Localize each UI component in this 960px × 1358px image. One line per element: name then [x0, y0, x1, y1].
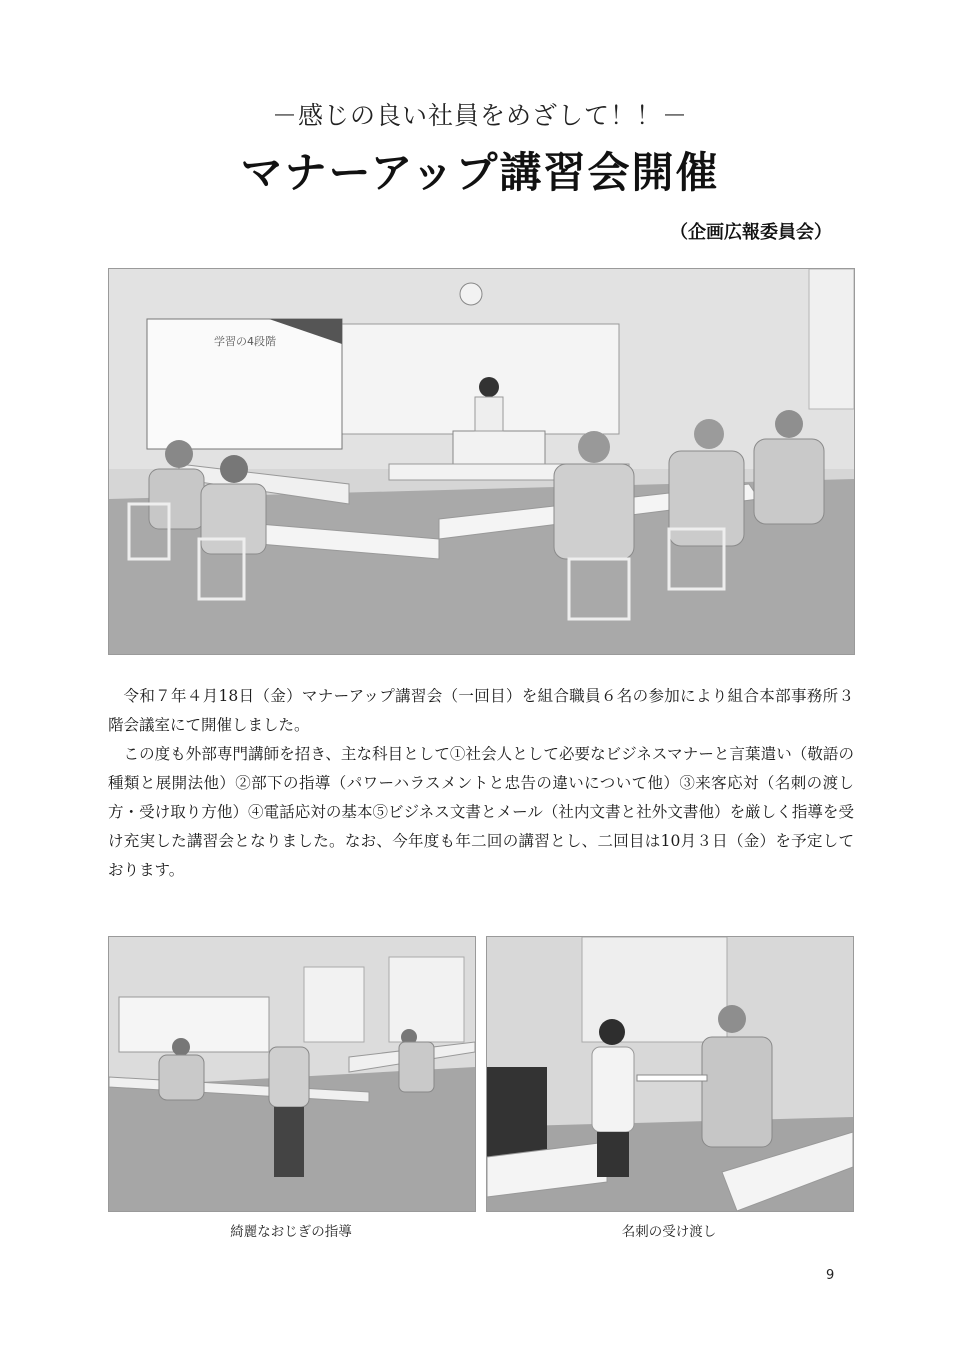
article-author: （企画広報委員会） — [670, 222, 832, 243]
seminar-photo — [108, 268, 855, 655]
caption-bowing: 綺麗なおじぎの指導 — [230, 1224, 352, 1240]
article-title: マナーアップ講習会開催 — [240, 148, 720, 197]
business-card-photo — [486, 936, 854, 1212]
screen-text: 学習の4段階 — [214, 335, 276, 348]
body-paragraph: この度も外部専門講師を招き、主な科目として①社会人として必要なビジネスマナーと言葉遣い（敬語の種類と展開法他）②部下の指導（パワーハラスメントと忠告の違いについて他）③来客応対（名刺の渡し方・受け取り方他）④電話応対の基本⑤ビジネス文書とメール（社内文書と社外文書他）を厳しく指導を受け充実した講習会となりました。なお、今年度も年二回の講習とし、二回目は10月３日（金）を予定しております。 — [108, 745, 854, 879]
seminar-photo-image — [109, 269, 854, 654]
page-number: 9 — [826, 1268, 835, 1283]
caption-business-card: 名刺の受け渡し — [621, 1224, 717, 1240]
article-subtitle: －感じの良い社員をめざして！！－ — [271, 101, 688, 130]
bowing-photo — [108, 936, 476, 1212]
body-paragraph: 令和７年４月18日（金）マナーアップ講習会（一回目）を組合職員６名の参加により組合本部事務所３階会議室にて開催しました。 — [108, 687, 854, 734]
bowing-photo-image — [109, 937, 475, 1211]
article-body — [108, 682, 854, 885]
business-card-photo-image — [487, 937, 853, 1211]
